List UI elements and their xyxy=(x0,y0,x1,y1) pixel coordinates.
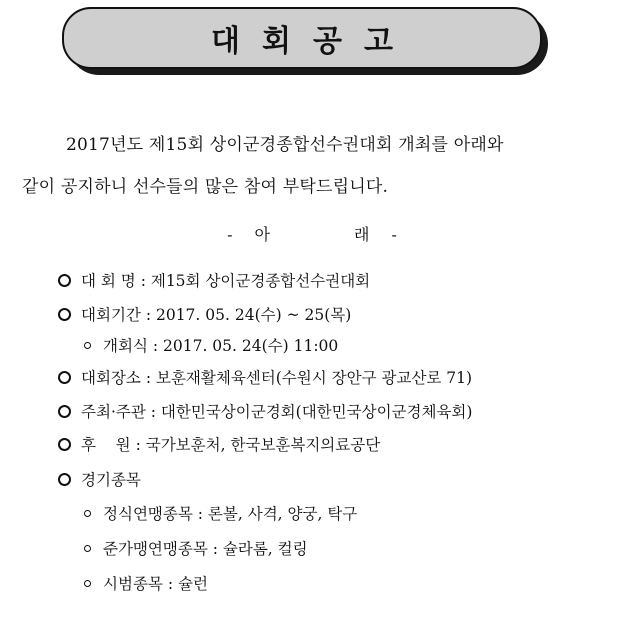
title-banner xyxy=(62,7,548,75)
list-item-sponsor xyxy=(58,433,380,455)
list-item-venue xyxy=(58,366,472,388)
title-box xyxy=(62,7,542,69)
list-item-label: 정식연맹종목 : 론볼, 사격, 양궁, 탁구 xyxy=(103,505,358,523)
circle-bullet-icon xyxy=(58,473,71,486)
subheading xyxy=(0,222,624,245)
circle-bullet-icon xyxy=(58,308,71,321)
small-circle-bullet-icon xyxy=(84,580,91,587)
subheading-right-dash: - xyxy=(391,225,397,244)
list-item-label: 개회식 : 2017. 05. 24(수) 11:00 xyxy=(103,337,339,355)
list-item-opening xyxy=(84,334,338,356)
list-item-event-name xyxy=(58,269,370,291)
list-item-label: 대회장소 : 보훈재활체육센터(수원시 장안구 광교산로 71) xyxy=(81,369,473,387)
list-item-label: 후 원 : 국가보훈처, 한국보훈복지의료공단 xyxy=(81,436,381,454)
list-item-official-events xyxy=(84,502,357,524)
list-item-label: 준가맹연맹종목 : 슐라롬, 컬링 xyxy=(103,540,308,558)
small-circle-bullet-icon xyxy=(84,510,91,517)
list-item-period xyxy=(58,303,351,325)
small-circle-bullet-icon xyxy=(84,545,91,552)
subheading-left-dash: - xyxy=(227,225,233,244)
page-title: 대회공고 xyxy=(211,24,415,59)
list-item-host xyxy=(58,400,472,422)
intro-line-1: 2017년도 제15회 상이군경종합선수권대회 개최를 아래와 xyxy=(66,135,504,155)
small-circle-bullet-icon xyxy=(84,342,91,349)
list-item-label: 시범종목 : 슐런 xyxy=(103,575,208,593)
circle-bullet-icon xyxy=(58,274,71,287)
list-item-label: 경기종목 xyxy=(81,471,141,489)
list-item-associate-events xyxy=(84,537,308,559)
list-item-label: 대 회 명 : 제15회 상이군경종합선수권대회 xyxy=(81,272,371,290)
list-item-events xyxy=(58,468,141,490)
subheading-left-word: 아 xyxy=(254,225,270,244)
list-item-demo-events xyxy=(84,572,208,594)
circle-bullet-icon xyxy=(58,438,71,451)
list-item-label: 주최·주관 : 대한민국상이군경회(대한민국상이군경체육회) xyxy=(81,403,473,421)
subheading-right-word: 래 xyxy=(354,225,370,244)
circle-bullet-icon xyxy=(58,405,71,418)
intro-line-2: 같이 공지하니 선수들의 많은 참여 부탁드립니다. xyxy=(22,177,389,197)
list-item-label: 대회기간 : 2017. 05. 24(수) ~ 25(목) xyxy=(81,306,352,324)
circle-bullet-icon xyxy=(58,371,71,384)
